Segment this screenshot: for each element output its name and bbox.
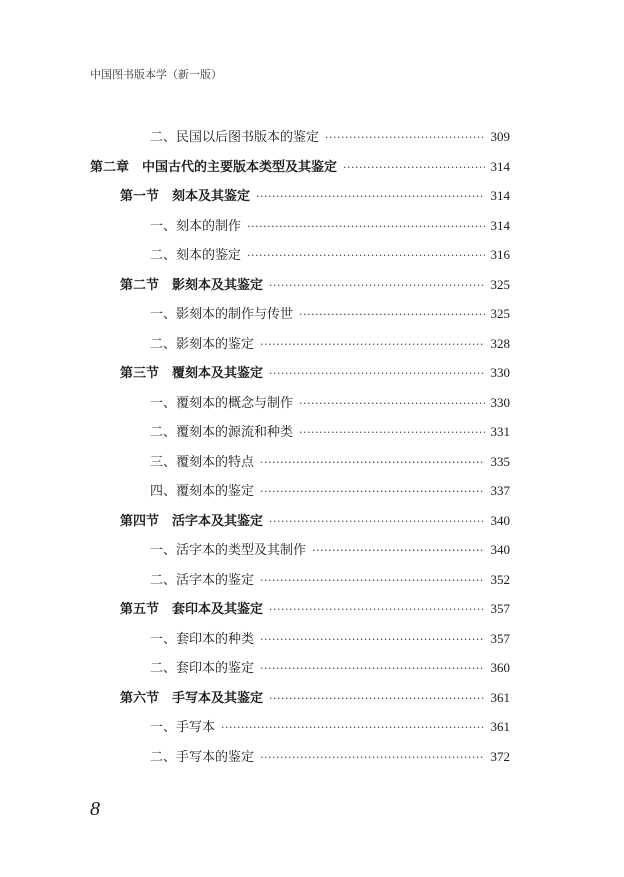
toc-entry-label: 一、套印本的种类 [150,632,255,647]
toc-entry[interactable] [150,747,510,767]
toc-entry-page: 328 [490,336,510,351]
toc-entry-page: 340 [490,542,510,557]
toc-entry[interactable] [150,334,510,354]
toc-entry-label: 一、覆刻本的概念与制作 [150,396,294,411]
toc-entry[interactable] [120,363,510,383]
toc-entry[interactable] [120,599,510,619]
toc-entry-label: 一、刻本的制作 [150,219,242,234]
toc-entry[interactable] [150,422,510,442]
toc-entry-label: 一、影刻本的制作与传世 [150,307,294,322]
toc-entry-page: 314 [490,159,510,174]
toc-leader-dots [260,482,484,502]
toc-entry-label: 第二章 中国古代的主要版本类型及其鉴定 [90,160,338,175]
toc-entry[interactable] [120,688,510,708]
toc-entry-label: 一、活字本的类型及其制作 [150,543,307,558]
toc-entry-label: 二、刻本的鉴定 [150,248,242,263]
toc-entry-label: 第四节 活字本及其鉴定 [120,514,264,529]
toc-entry-page: 335 [490,454,510,469]
toc-leader-dots [260,748,484,768]
toc-leader-dots [299,423,484,443]
toc-leader-dots [269,689,484,709]
toc-entry[interactable] [150,658,510,678]
toc-entry-page: 340 [490,513,510,528]
toc-entry[interactable] [150,717,510,737]
toc-leader-dots [269,600,484,620]
toc-entry[interactable] [120,275,510,295]
running-header: 中国图书版本学（新一版） [90,68,222,81]
toc-entry-label: 二、覆刻本的源流和种类 [150,425,294,440]
toc-entry[interactable] [150,481,510,501]
toc-entry-page: 325 [490,277,510,292]
toc-entry-label: 第三节 覆刻本及其鉴定 [120,366,264,381]
toc-leader-dots [325,128,484,148]
toc-entry-page: 360 [490,660,510,675]
toc-entry-label: 第六节 手写本及其鉴定 [120,691,264,706]
toc-entry-page: 314 [490,188,510,203]
toc-leader-dots [299,394,484,414]
toc-entry-page: 309 [490,129,510,144]
toc-entry[interactable] [150,452,510,472]
toc-leader-dots [269,364,484,384]
toc-entry-page: 337 [490,483,510,498]
toc-entry-label: 一、手写本 [150,720,216,735]
toc-leader-dots [260,659,484,679]
toc-entry-label: 二、民国以后图书版本的鉴定 [150,130,320,145]
toc-entry-label: 第二节 影刻本及其鉴定 [120,278,264,293]
toc-entry-label: 二、手写本的鉴定 [150,750,255,765]
toc-leader-dots [247,217,484,237]
toc-entry-page: 357 [490,601,510,616]
toc-entry[interactable] [150,393,510,413]
toc-leader-dots [221,718,484,738]
toc-entry-page: 372 [490,749,510,764]
toc-entry-page: 361 [490,690,510,705]
toc-leader-dots [343,158,484,178]
toc-entry[interactable] [150,570,510,590]
toc-entry-page: 314 [490,218,510,233]
toc-entry-label: 四、覆刻本的鉴定 [150,484,255,499]
toc-entry[interactable] [90,157,510,177]
toc-entry-page: 331 [490,424,510,439]
toc-entry-label: 二、影刻本的鉴定 [150,337,255,352]
toc-entry[interactable] [150,245,510,265]
toc-entry[interactable] [150,629,510,649]
toc-leader-dots [260,453,484,473]
toc-entry[interactable] [150,540,510,560]
toc-entry-page: 316 [490,247,510,262]
toc-entry-page: 357 [490,631,510,646]
toc-entry-page: 352 [490,572,510,587]
toc-leader-dots [299,305,484,325]
toc-entry-label: 二、套印本的鉴定 [150,661,255,676]
toc-entry[interactable] [150,216,510,236]
toc-entry[interactable] [150,304,510,324]
toc-leader-dots [312,541,484,561]
page-number: 8 [90,798,100,820]
toc-entry-page: 361 [490,719,510,734]
toc-leader-dots [260,630,484,650]
toc-entry-page: 330 [490,365,510,380]
toc-leader-dots [260,335,484,355]
toc-entry[interactable] [120,186,510,206]
toc-leader-dots [269,512,484,532]
toc-entry-label: 第五节 套印本及其鉴定 [120,602,264,617]
toc-entry-page: 325 [490,306,510,321]
toc-entry-label: 三、覆刻本的特点 [150,455,255,470]
toc-leader-dots [247,246,484,266]
toc-entry[interactable] [120,511,510,531]
toc-entry-label: 二、活字本的鉴定 [150,573,255,588]
toc-entry-page: 330 [490,395,510,410]
toc-leader-dots [269,276,484,296]
toc-leader-dots [256,187,484,207]
toc-leader-dots [260,571,484,591]
toc-entry[interactable] [150,127,510,147]
toc-entry-label: 第一节 刻本及其鉴定 [120,189,251,204]
